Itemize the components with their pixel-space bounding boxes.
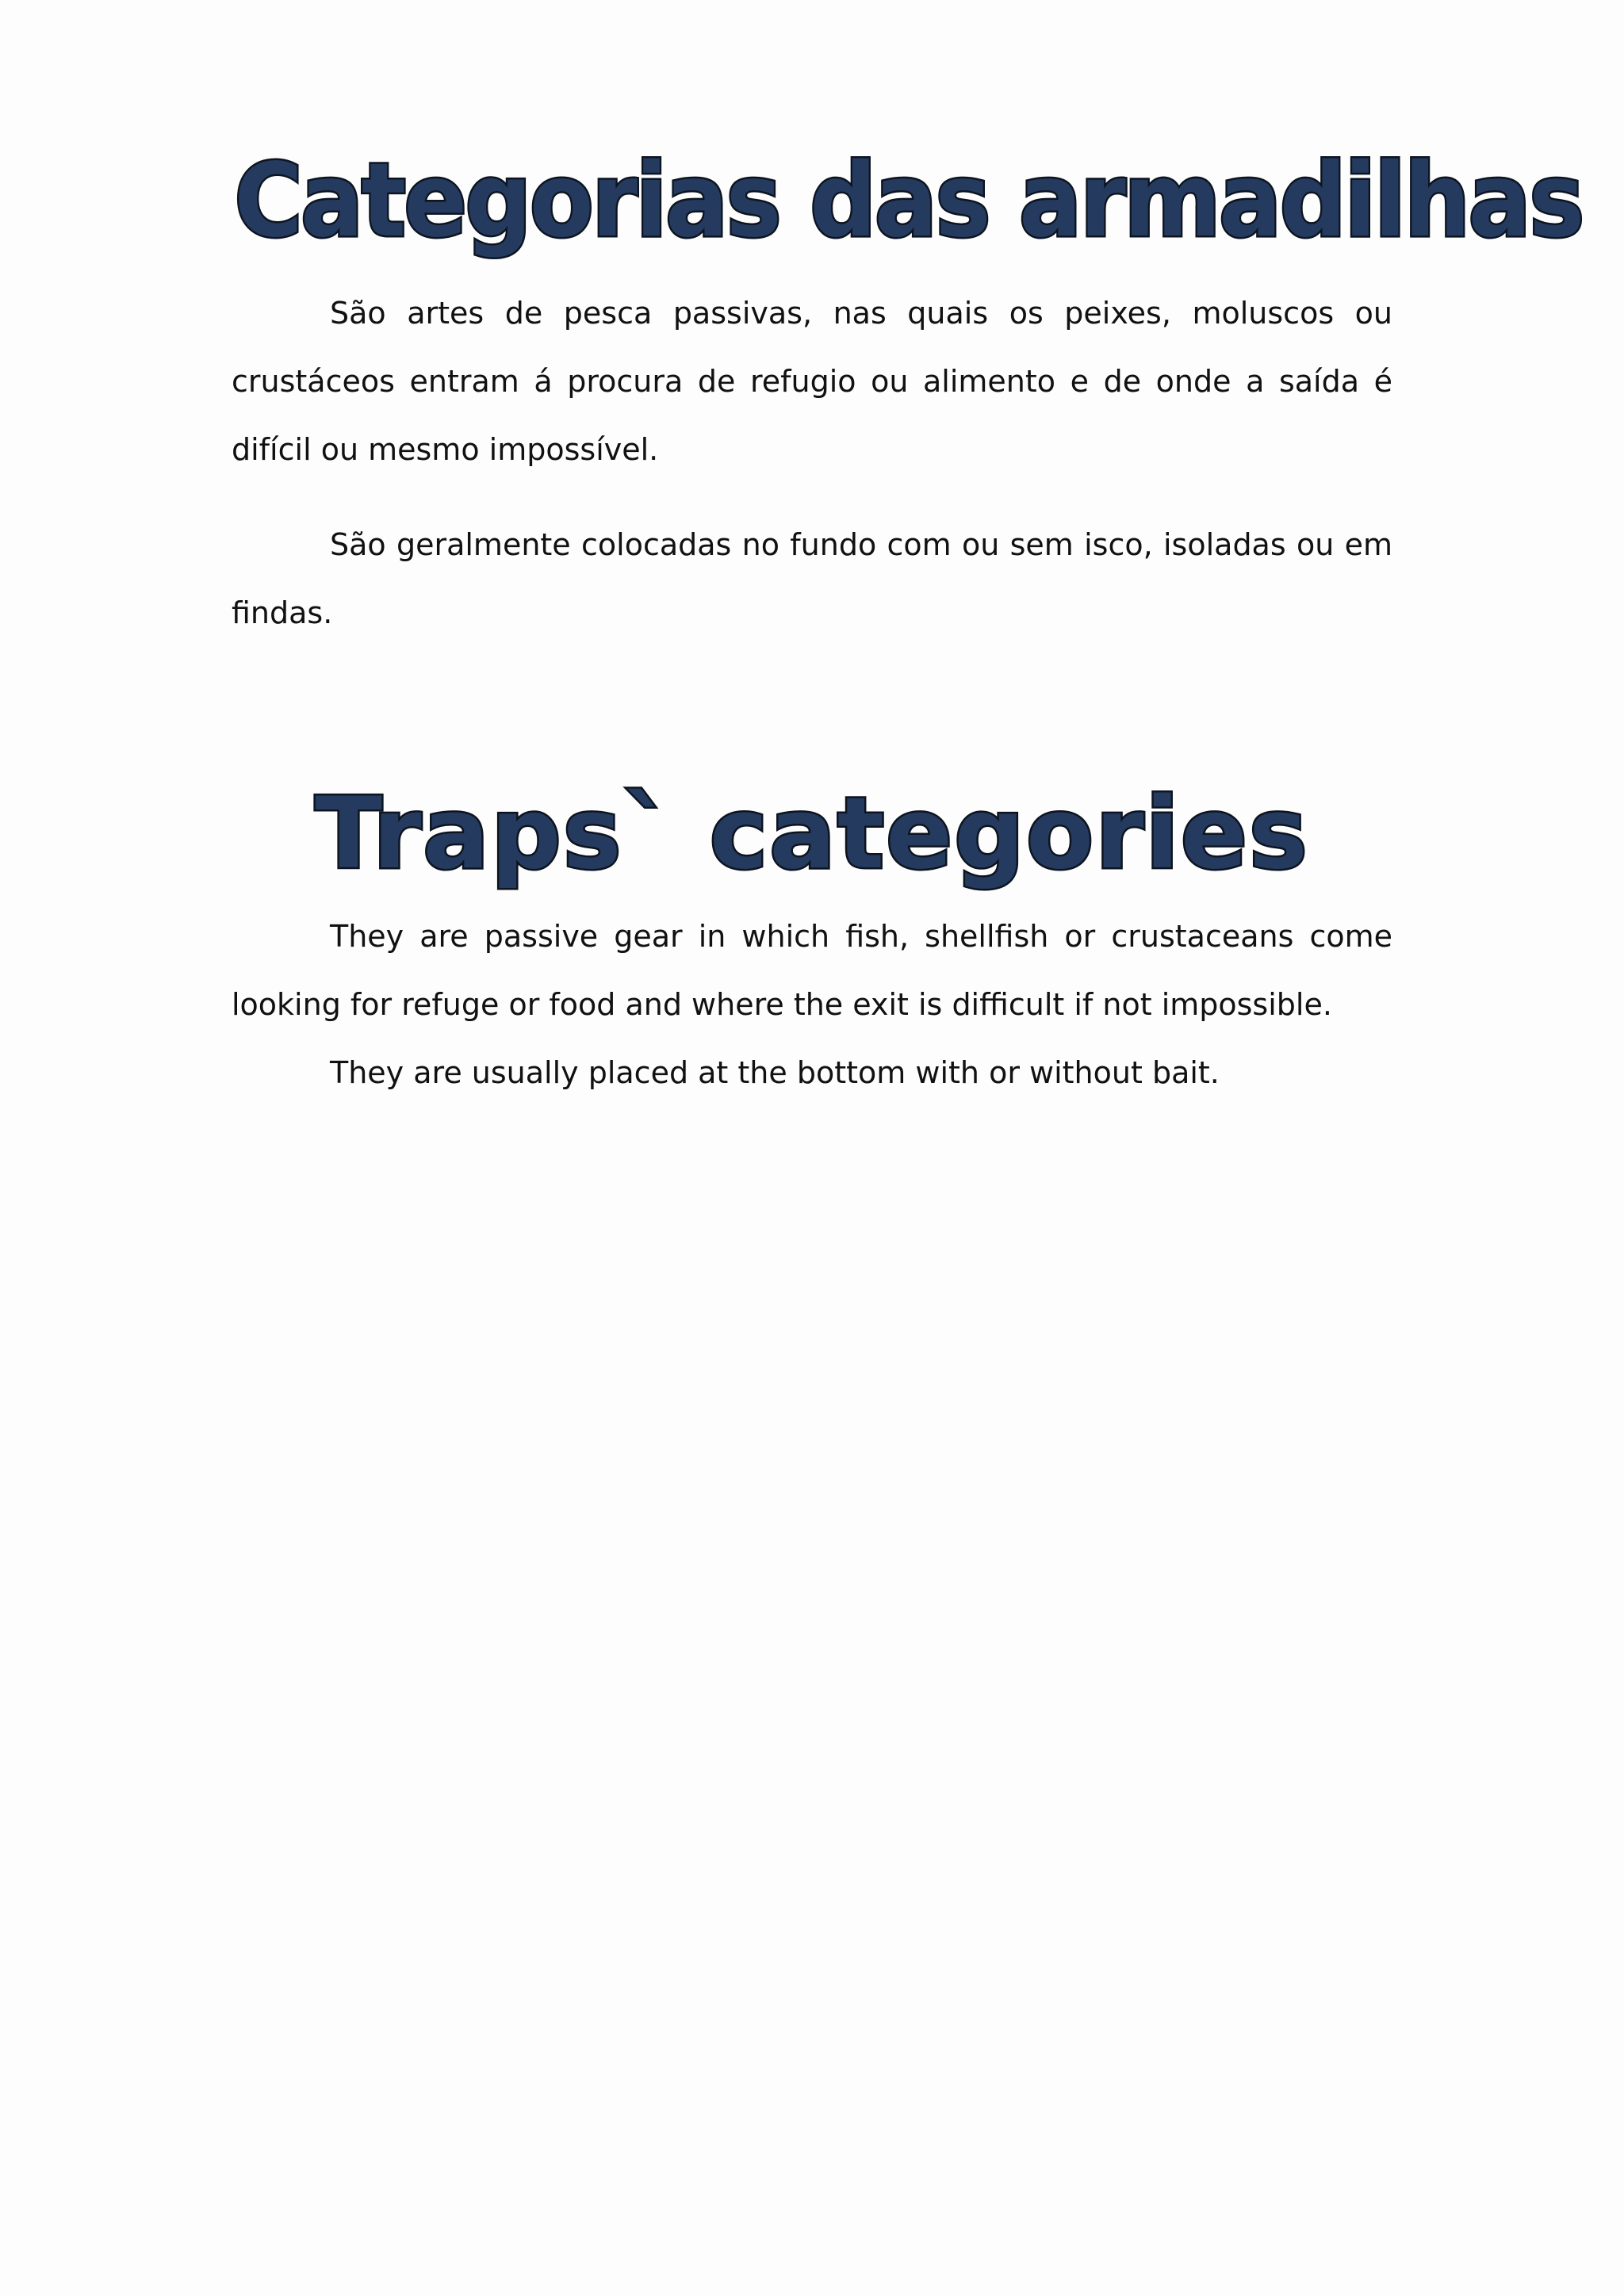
portuguese-paragraph-1: São artes de pesca passivas, nas quais os peixes, moluscos ou crustáceos entram á procura de refugio ou alimento e de onde a saída é difícil ou mesmo impossível.: [232, 296, 1392, 467]
portuguese-paragraph-2: São geralmente colocadas no fundo com ou sem isco, isoladas ou em findas.: [232, 527, 1392, 630]
english-paragraph-1: They are passive gear in which fish, shellfish or crustaceans come looking for refuge or food and where the exit is difficult if not impossible.: [232, 919, 1392, 1022]
portuguese-heading: Categorias das armadilhas: [234, 142, 1583, 260]
english-section: [232, 777, 1392, 1107]
english-paragraph-2: They are usually placed at the bottom with or without bait.: [330, 1055, 1220, 1090]
portuguese-section: [232, 142, 1583, 647]
english-heading: Traps` categories: [315, 777, 1309, 891]
